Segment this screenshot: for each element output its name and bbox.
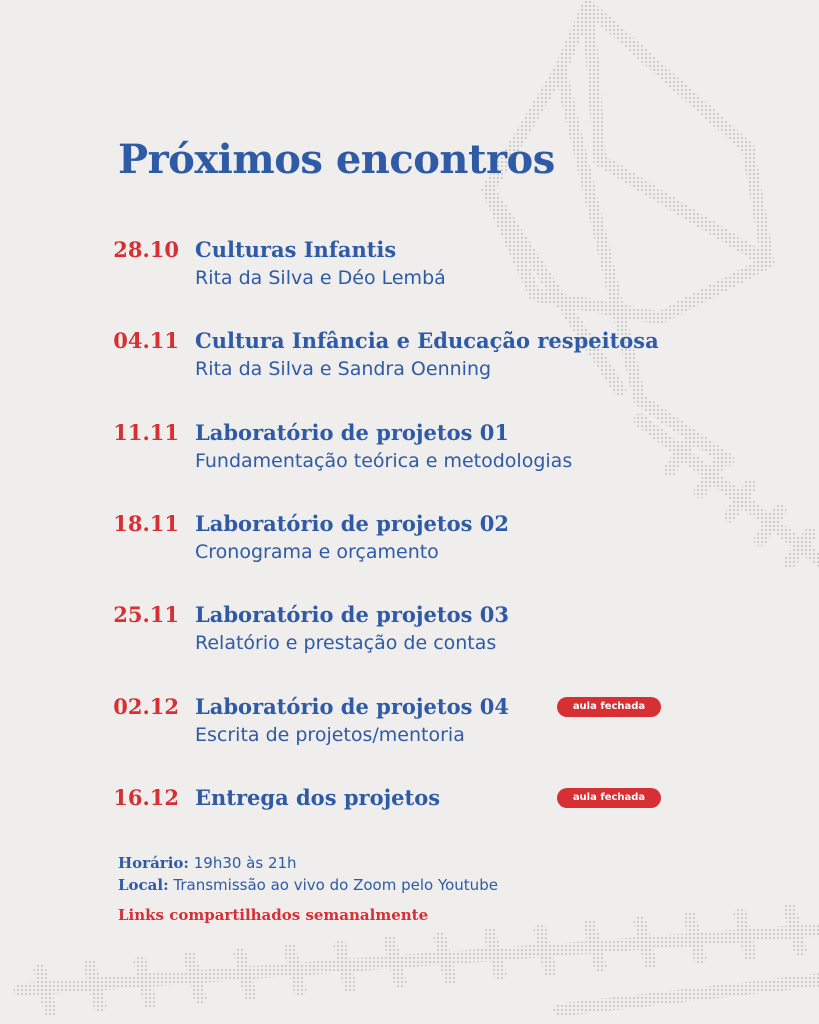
schedule-place	[118, 876, 498, 894]
schedule-time	[118, 854, 297, 872]
event-subtitle: Cronograma e orçamento	[195, 541, 439, 563]
event-title: Entrega dos projetos	[195, 785, 441, 810]
event-title: Laboratório de projetos 04	[195, 694, 509, 719]
event-subtitle: Relatório e prestação de contas	[195, 632, 497, 654]
event-item	[0, 328, 819, 388]
event-date: 04.11	[113, 328, 179, 353]
time-value: 19h30 às 21h	[193, 854, 297, 872]
event-date: 02.12	[113, 694, 179, 719]
event-title: Laboratório de projetos 03	[195, 602, 509, 627]
event-subtitle: Fundamentação teórica e metodologias	[195, 450, 573, 472]
time-label: Horário:	[118, 854, 189, 872]
event-subtitle: Rita da Silva e Sandra Oenning	[195, 358, 492, 380]
event-title: Cultura Infância e Educação respeitosa	[195, 328, 659, 353]
event-date: 25.11	[113, 602, 179, 627]
closed-class-badge: aula fechada	[557, 697, 661, 717]
event-date: 28.10	[113, 237, 179, 262]
event-title: Laboratório de projetos 02	[195, 511, 509, 536]
event-title: Culturas Infantis	[195, 237, 397, 262]
event-item	[0, 420, 819, 480]
event-date: 11.11	[113, 420, 179, 445]
event-item	[0, 511, 819, 571]
event-subtitle: Escrita de projetos/mentoria	[195, 724, 465, 746]
event-item	[0, 785, 819, 845]
event-item	[0, 694, 819, 754]
event-date: 16.12	[113, 785, 179, 810]
place-label: Local:	[118, 876, 169, 894]
event-item	[0, 237, 819, 297]
event-subtitle: Rita da Silva e Déo Lembá	[195, 267, 446, 289]
event-date: 18.11	[113, 511, 179, 536]
place-value: Transmissão ao vivo do Zoom pelo Youtube	[173, 876, 498, 894]
closed-class-badge: aula fechada	[557, 788, 661, 808]
event-title: Laboratório de projetos 01	[195, 420, 509, 445]
links-note: Links compartilhados semanalmente	[118, 906, 429, 924]
event-item	[0, 602, 819, 662]
page-title: Próximos encontros	[118, 136, 555, 183]
